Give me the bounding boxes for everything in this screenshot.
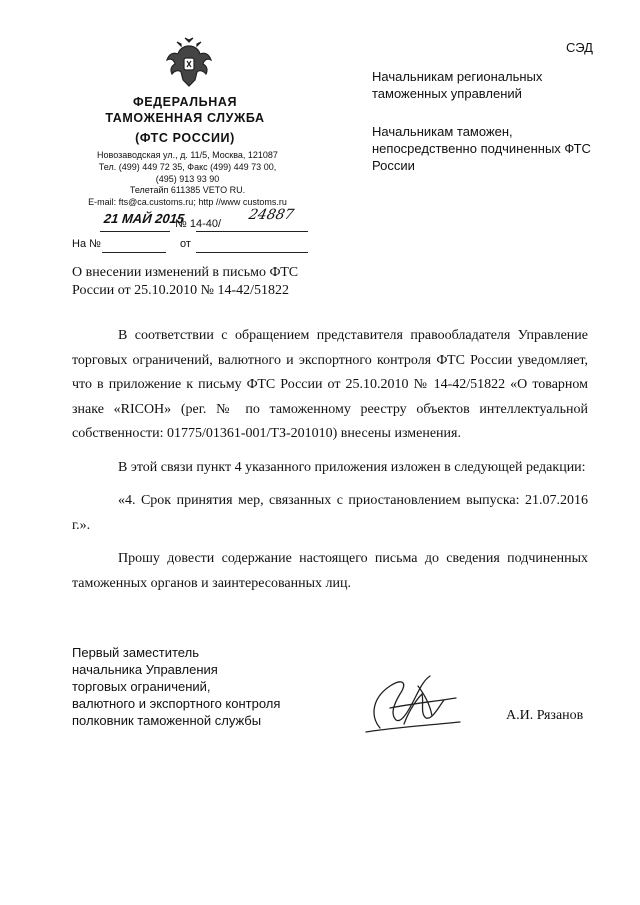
body-paragraph: Прошу довести содержание настоящего письма до сведения подчиненных таможенных органов и заинтересованных лиц. (72, 551, 588, 591)
address-email: E-mail: fts@ca.customs.ru; http //www customs.ru (88, 197, 287, 208)
agency-address (70, 150, 305, 209)
number-underline (196, 231, 308, 232)
body-paragraph: В этой связи пункт 4 указанного приложения изложен в следующей редакции: (118, 459, 586, 475)
agency-abbreviation: (ФТС РОССИИ) (135, 131, 235, 145)
coat-of-arms-icon (165, 36, 213, 88)
signatory-line: начальника Управления (72, 662, 218, 677)
reference-date-label: от (180, 238, 191, 250)
letter-body (72, 324, 588, 596)
signatory-line: полковник таможенной службы (72, 713, 262, 728)
agency-name-line-1: ФЕДЕРАЛЬНАЯ (132, 95, 238, 109)
signatory-line: торговых ограничений, (72, 679, 211, 694)
document-system-mark: СЭД (566, 40, 593, 55)
addressee-customs: Начальникам таможен, непосредственно подчиненных ФТС России (372, 124, 591, 173)
signatory-position (72, 644, 332, 729)
address-street: Новозаводская ул., д. 11/5, Москва, 121087 (97, 150, 278, 160)
body-paragraph: В соответствии с обращением представителя правообладателя Управление торговых ограничений, валютного и экспортного контроля ФТС России уведомляет, что в приложение к письму ФТС России от 25.10.2010 № 14-42/51822 «О товарном знаке «RICOH» (рег. № по таможенному реестру объектов интеллектуальной собственности: 01775/01361-001/ТЗ-201010) внесены изменения. (72, 328, 588, 441)
letter-subject: О внесении изменений в письмо ФТС России от 25.10.2010 № 14-42/51822 (72, 265, 299, 298)
address-phone: Тел. (499) 449 72 35, Факс (499) 449 73 00, (98, 161, 277, 172)
registration-number-handwritten: 24887 (247, 207, 296, 223)
agency-name-line-2: ТАМОЖЕННАЯ СЛУЖБА (105, 111, 265, 125)
handwritten-signature (360, 668, 480, 738)
address-phone-2: (495) 913 93 90 (155, 173, 220, 184)
signatory-line: Первый заместитель (72, 645, 199, 660)
date-underline (100, 231, 170, 232)
reference-number-line (102, 252, 166, 253)
reference-number-label: На № (72, 238, 101, 250)
signatory-line: валютного и экспортного контроля (72, 696, 281, 711)
signer-name: А.И. Рязанов (506, 708, 584, 723)
address-teletype: Телетайп 611385 VETO RU. (129, 185, 246, 196)
body-paragraph: «4. Срок принятия мер, связанных с приостановлением выпуска: 21.07.2016 г.». (72, 493, 588, 533)
addressee-regional: Начальникам региональных таможенных управлений (372, 69, 543, 101)
reference-date-line (196, 252, 308, 253)
registration-number-label: № 14-40/ (175, 218, 222, 230)
registration-date-stamp: 21 МАЙ 2015 (103, 211, 185, 226)
